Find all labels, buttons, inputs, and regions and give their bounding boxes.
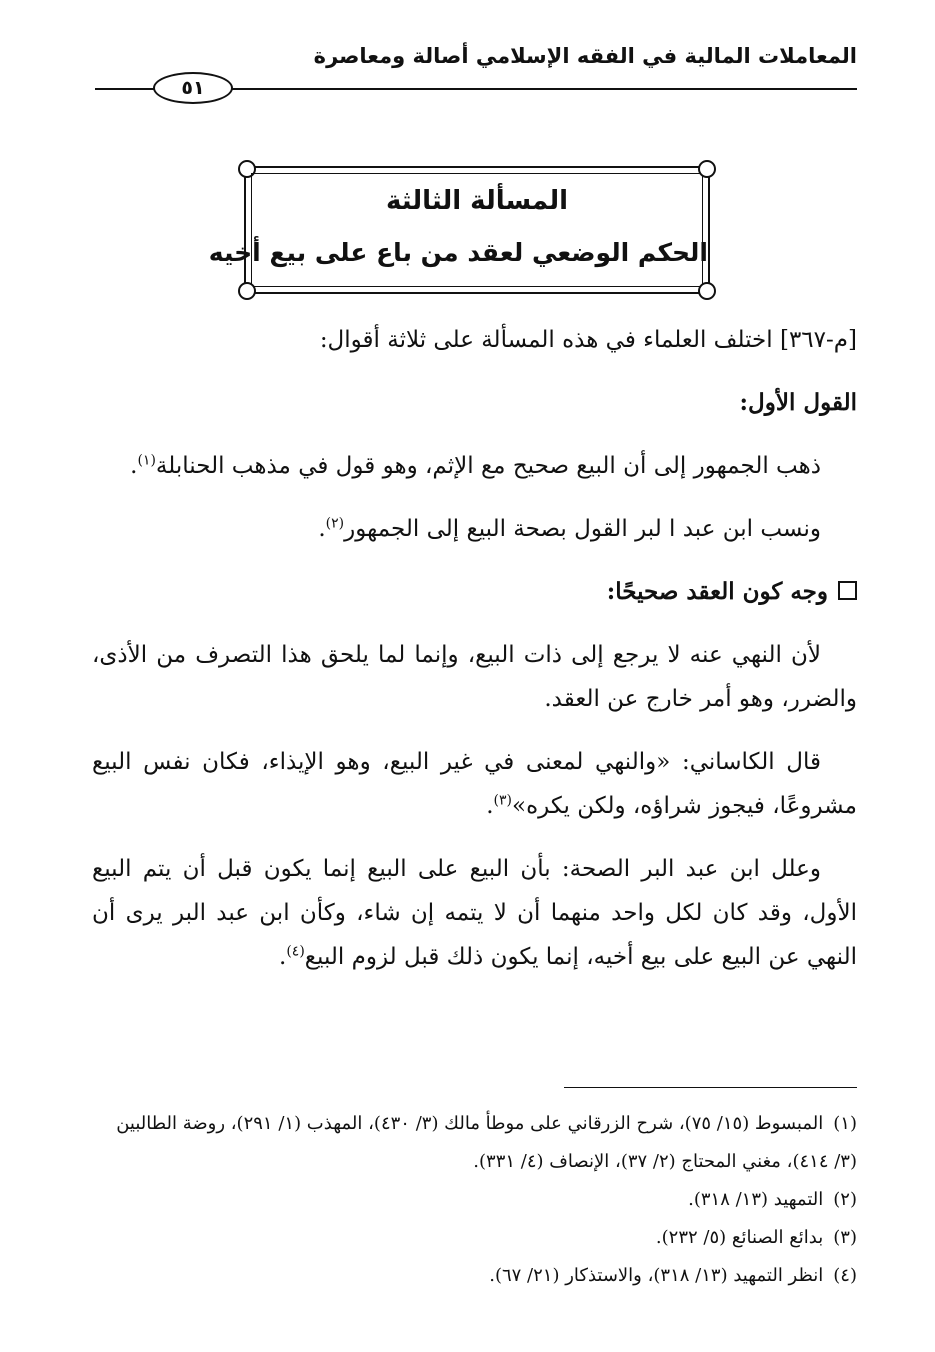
square-bullet-icon: [838, 581, 857, 600]
attribution-paragraph: ونسب ابن عبد ا لبر القول بصحة البيع إلى الجمهور$^{(٢)}$.: [318, 515, 821, 542]
footnote-text: المبسوط (١٥/ ٧٥)، شرح الزرقاني على موطأ مالك (٣/ ٤٣٠)، المهذب (١/ ٢٩١)، روضة الطالبين (٣/ ٤١٤)، مغني المحتاج (٢/ ٣٧)، الإنصاف (٤/ ٣٣١).: [116, 1113, 857, 1172]
issue-title: الحكم الوضعي لعقد من باع على بيع أخيه: [208, 238, 708, 267]
footnote-number: (٤): [833, 1265, 857, 1286]
kasani-quote-paragraph: قال الكاساني: «والنهي لمعنى في غير البيع، وهو الإيذاء، فكان نفس البيع مشروعًا، فيجوز شراؤه، ولكن يكره»$^{(٣)}$.: [92, 749, 857, 819]
intro-paragraph: [م-٣٦٧] اختلف العلماء في هذه المسألة على ثلاثة أقوال:: [319, 327, 857, 353]
footnote-number: (١): [833, 1113, 857, 1134]
validity-reason-heading: وجه كون العقد صحيحًا:: [92, 570, 857, 614]
footnote-text: بدائع الصنائع (٥/ ٢٣٢).: [655, 1227, 824, 1248]
footnote-separator: [564, 1087, 857, 1088]
footnotes: [92, 1105, 857, 1295]
frame-corner-ornament: [698, 160, 716, 178]
footnote-number: (٣): [833, 1227, 857, 1248]
footnote-text: التمهيد (١٣/ ٣١٨).: [688, 1189, 824, 1210]
issue-label: المسألة الثالثة: [385, 186, 569, 216]
running-header-title: المعاملات المالية في الفقه الإسلامي أصالة ومعاصرة: [313, 44, 857, 68]
footnote-number: (٢): [833, 1189, 857, 1210]
first-opinion-paragraph: ذهب الجمهور إلى أن البيع صحيح مع الإثم، وهو قول في مذهب الحنابلة$^{(١)}$.: [130, 452, 821, 479]
footnote-item: [92, 1219, 857, 1257]
footnote-item: [92, 1105, 857, 1181]
first-opinion-heading: القول الأول:: [739, 389, 857, 416]
footnote-ref-1[interactable]: (١): [137, 452, 156, 469]
footnote-text: انظر التمهيد (١٣/ ٣١٨)، والاستذكار (٢١/ ٦٧).: [489, 1265, 824, 1286]
frame-corner-ornament: [238, 282, 256, 300]
ibn-abd-albarr-paragraph: وعلل ابن عبد البر الصحة: بأن البيع على البيع إنما يكون قبل أن يتم البيع الأول، وقد كان لكل واحد منهما أن لا يتمه إن شاء، وكأن ابن عبد البر يرى أن النهي عن البيع على بيع أخيه، إنما يكون ذلك قبل لزوم البيع$^{(٤)}$.: [92, 856, 857, 970]
footnote-ref-3[interactable]: (٣): [493, 792, 513, 809]
page-number: ٥١: [153, 72, 233, 104]
footnote-ref-2[interactable]: (٢): [325, 515, 345, 532]
reason-paragraph: لأن النهي عنه لا يرجع إلى ذات البيع، وإنما لما يلحق هذا التصرف من الأذى، والضرر، وهو أمر خارج عن العقد.: [92, 642, 857, 712]
footnote-item: [92, 1257, 857, 1295]
body-text: [92, 318, 857, 998]
footnote-ref-4[interactable]: (٤): [286, 943, 305, 960]
issue-title-box: [208, 166, 710, 294]
footnote-item: [92, 1181, 857, 1219]
